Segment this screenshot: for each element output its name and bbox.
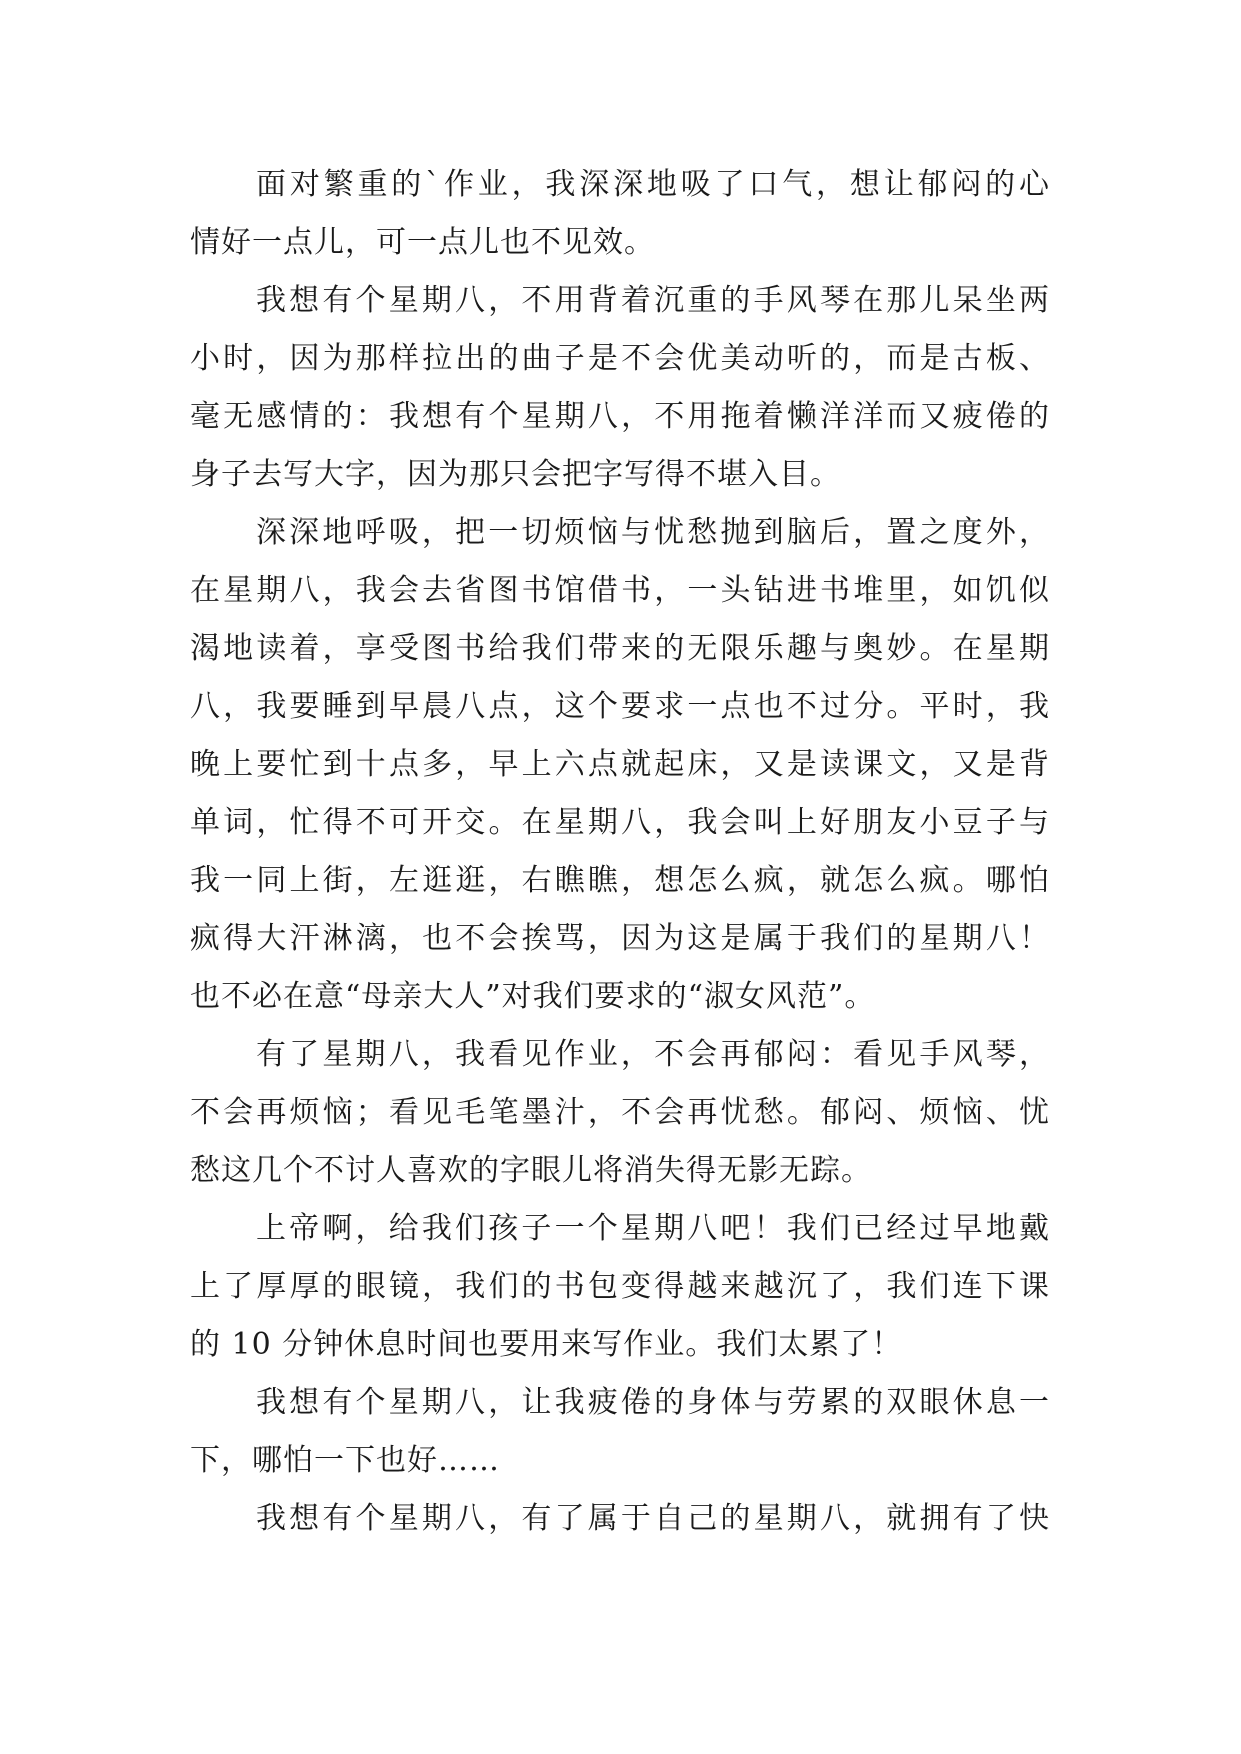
text-line: 小时，因为那样拉出的曲子是不会优美动听的，而是古板、 xyxy=(190,341,1050,376)
text-line: 身子去写大字，因为那只会把字写得不堪入目。 xyxy=(190,457,841,492)
text-line: 深深地呼吸，把一切烦恼与忧愁抛到脑后，置之度外， xyxy=(256,515,1050,550)
text-line: 也不必在意“母亲大人”对我们要求的“淑女风范”。 xyxy=(190,979,876,1014)
text-line: 我想有个星期八，不用背着沉重的手风琴在那儿呆坐两 xyxy=(256,283,1050,318)
text-line: 渴地读着，享受图书给我们带来的无限乐趣与奥妙。在星期 xyxy=(190,631,1050,666)
paragraph xyxy=(190,272,1050,504)
paragraph xyxy=(190,1374,1050,1490)
text-line: 八，我要睡到早晨八点，这个要求一点也不过分。平时，我 xyxy=(190,689,1050,724)
text-line: 我想有个星期八，有了属于自己的星期八，就拥有了快 xyxy=(256,1501,1050,1536)
text-line: 单词，忙得不可开交。在星期八，我会叫上好朋友小豆子与 xyxy=(190,805,1050,840)
text-line: 上帝啊，给我们孩子一个星期八吧！我们已经过早地戴 xyxy=(256,1211,1050,1246)
document-body xyxy=(190,156,1050,1548)
text-line: 面对繁重的`作业，我深深地吸了口气，想让郁闷的心 xyxy=(256,167,1050,202)
text-line: 在星期八，我会去省图书馆借书，一头钻进书堆里，如饥似 xyxy=(190,573,1050,608)
text-line: 毫无感情的：我想有个星期八，不用拖着懒洋洋而又疲倦的 xyxy=(190,399,1050,434)
text-line: 疯得大汗淋漓，也不会挨骂，因为这是属于我们的星期八！ xyxy=(190,921,1050,956)
text-line: 下，哪怕一下也好…… xyxy=(190,1443,500,1478)
text-line: 有了星期八，我看见作业，不会再郁闷：看见手风琴， xyxy=(256,1037,1050,1072)
paragraph xyxy=(190,1026,1050,1200)
text-line: 的 10 分钟休息时间也要用来写作业。我们太累了！ xyxy=(190,1327,903,1362)
paragraph xyxy=(190,1200,1050,1374)
paragraph xyxy=(190,1490,1050,1548)
paragraph xyxy=(190,156,1050,272)
paragraph xyxy=(190,504,1050,1026)
text-line: 不会再烦恼；看见毛笔墨汁，不会再忧愁。郁闷、烦恼、忧 xyxy=(190,1095,1050,1130)
text-line: 愁这几个不讨人喜欢的字眼儿将消失得无影无踪。 xyxy=(190,1153,872,1188)
text-line: 我一同上街，左逛逛，右瞧瞧，想怎么疯，就怎么疯。哪怕 xyxy=(190,863,1050,898)
text-line: 情好一点儿，可一点儿也不见效。 xyxy=(190,225,655,260)
text-line: 晚上要忙到十点多，早上六点就起床，又是读课文，又是背 xyxy=(190,747,1050,782)
text-line: 我想有个星期八，让我疲倦的身体与劳累的双眼休息一 xyxy=(256,1385,1050,1420)
text-line: 上了厚厚的眼镜，我们的书包变得越来越沉了，我们连下课 xyxy=(190,1269,1050,1304)
